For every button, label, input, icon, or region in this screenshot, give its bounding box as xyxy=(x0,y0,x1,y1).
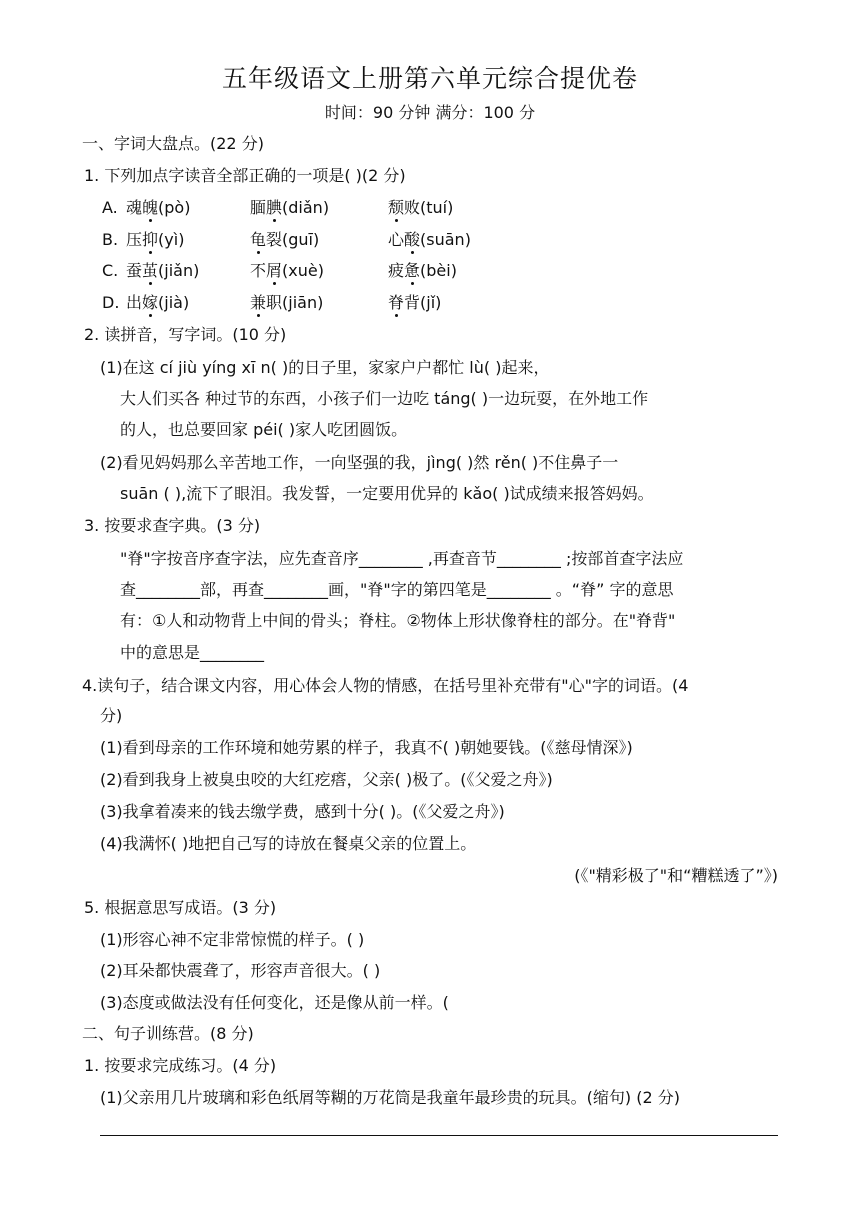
q2-stem: 2. 读拼音，写字词。(10 分) xyxy=(84,325,287,344)
q4-stem-line2: 分) xyxy=(100,706,123,725)
q1-option-word xyxy=(250,293,323,313)
q1-option-word xyxy=(388,198,453,218)
q1-option-word xyxy=(126,198,190,218)
word-pinyin: 裂(guī) xyxy=(266,230,320,249)
q1-option-word xyxy=(126,293,189,313)
dotted-character: 颓 xyxy=(388,198,405,217)
answer-line[interactable] xyxy=(100,1135,778,1136)
dotted-character: 龟 xyxy=(250,230,267,249)
word-pinyin: (jiǎn) xyxy=(158,261,200,280)
dotted-character: 嫁 xyxy=(142,293,159,312)
q1-option-word xyxy=(250,198,329,218)
q5-item-2: (2)耳朵都快震聋了，形容声音很大。( ) xyxy=(100,961,381,980)
q2-p1-line3: 的人，也总要回家 péi( )家人吃团圆饭。 xyxy=(120,420,408,439)
dotted-character: 脊 xyxy=(388,293,405,312)
word-pinyin: (pò) xyxy=(158,198,191,217)
word-pinyin: (jià) xyxy=(158,293,190,312)
dotted-character: 魄 xyxy=(142,198,159,217)
page-title: 五年级语文上册第六单元综合提优卷 xyxy=(221,64,638,93)
word-prefix: 心 xyxy=(388,230,405,249)
word-pinyin: (bèi) xyxy=(420,261,457,280)
q1-option-word xyxy=(388,230,471,250)
word-pinyin: 背(jǐ) xyxy=(404,293,442,312)
word-prefix: 压 xyxy=(126,230,143,249)
dotted-character: 酸 xyxy=(404,230,421,249)
q3-stem: 3. 按要求查字典。(3 分) xyxy=(84,516,261,535)
section-2-heading: 二、句子训练营。(8 分) xyxy=(82,1024,254,1043)
word-prefix: 魂 xyxy=(126,198,143,217)
q4-sentence-1: (1)看到母亲的工作环境和她劳累的样子，我真不( )朝她要钱。(《慈母情深》) xyxy=(100,738,633,757)
exam-meta: 时间：90 分钟 满分：100 分 xyxy=(324,103,536,122)
q4-sentence-4-source: (《"精彩极了"和“糟糕透了”》) xyxy=(574,866,778,885)
q1-option-label[interactable]: D. xyxy=(102,293,120,312)
q3-line4: 中的意思是________ xyxy=(120,643,265,662)
q1-option-word xyxy=(126,261,199,281)
dotted-character: 惫 xyxy=(404,261,421,280)
q1-option-word xyxy=(250,261,324,281)
word-prefix: 腼 xyxy=(250,198,267,217)
q4-sentence-3: (3)我拿着凑来的钱去缴学费，感到十分( )。(《父爱之舟》) xyxy=(100,802,505,821)
q4-sentence-4: (4)我满怀( )地把自己写的诗放在餐桌父亲的位置上。 xyxy=(100,834,477,853)
q1-option-label[interactable]: C. xyxy=(102,261,119,280)
dotted-character: 抑 xyxy=(142,230,159,249)
word-pinyin: (diǎn) xyxy=(282,198,330,217)
q1-option-label[interactable]: A. xyxy=(102,198,118,217)
q5-stem: 5. 根据意思写成语。(3 分) xyxy=(84,898,277,917)
q1-option-word xyxy=(388,261,457,281)
dotted-character: 茧 xyxy=(142,261,159,280)
word-prefix: 蚕 xyxy=(126,261,143,280)
word-prefix: 疲 xyxy=(388,261,405,280)
q1-option-word xyxy=(250,230,319,250)
q3-line2: 查________部，再查________画，"脊"字的第四笔是________ 。“脊” 字的意思 xyxy=(120,580,674,599)
word-pinyin: 败(tuí) xyxy=(404,198,454,217)
s2-q1-sentence-1: (1)父亲用几片玻璃和彩色纸屑等糊的万花筒是我童年最珍贵的玩具。(缩句) (2 分) xyxy=(100,1088,680,1107)
q4-sentence-2: (2)看到我身上被臭虫咬的大红疙瘩，父亲( )极了。(《父爱之舟》) xyxy=(100,770,553,789)
q5-item-1: (1)形容心神不定非常惊慌的样子。( ) xyxy=(100,930,365,949)
dotted-character: 屑 xyxy=(266,261,283,280)
q2-p1-line1: (1)在这 cí jiù yíng xī n( )的日子里，家家户户都忙 lù( )起来， xyxy=(100,358,550,377)
q1-option-word xyxy=(388,293,441,313)
dotted-character: 腆 xyxy=(266,198,283,217)
q2-p1-line2: 大人们买各 种过节的东西，小孩子们一边吃 táng( )一边玩耍，在外地工作 xyxy=(120,389,649,408)
q2-p2-line2: suān ( ),流下了眼泪。我发誓，一定要用优异的 kǎo( )试成绩来报答妈妈。 xyxy=(120,484,654,503)
q2-p2-line1: (2)看见妈妈那么辛苦地工作，一向坚强的我，jìng( )然 rěn( )不住鼻子一 xyxy=(100,453,619,472)
word-pinyin: (yì) xyxy=(158,230,185,249)
dotted-character: 兼 xyxy=(250,293,267,312)
word-prefix: 不 xyxy=(250,261,267,280)
q3-line1: "脊"字按音序查字法，应先查音序________ ,再查音节________ ;按部首查字法应 xyxy=(120,549,684,568)
q1-option-label[interactable]: B. xyxy=(102,230,119,249)
q1-option-word xyxy=(126,230,184,250)
q3-line3: 有：①人和动物背上中间的骨头；脊柱。②物体上形状像脊柱的部分。在"脊背" xyxy=(120,611,676,630)
word-prefix: 出 xyxy=(126,293,143,312)
section-1-heading: 一、字词大盘点。(22 分) xyxy=(82,134,264,153)
s2-q1-stem: 1. 按要求完成练习。(4 分) xyxy=(84,1056,277,1075)
word-pinyin: 职(jiān) xyxy=(266,293,324,312)
q5-item-3: (3)态度或做法没有任何变化，还是像从前一样。( xyxy=(100,993,449,1012)
q4-stem-line1: 4.读句子，结合课文内容，用心体会人物的情感，在括号里补充带有"心"字的词语。(4 xyxy=(82,676,689,695)
word-pinyin: (xuè) xyxy=(282,261,324,280)
word-pinyin: (suān) xyxy=(420,230,471,249)
q1-stem: 1. 下列加点字读音全部正确的一项是( )(2 分) xyxy=(84,166,406,185)
